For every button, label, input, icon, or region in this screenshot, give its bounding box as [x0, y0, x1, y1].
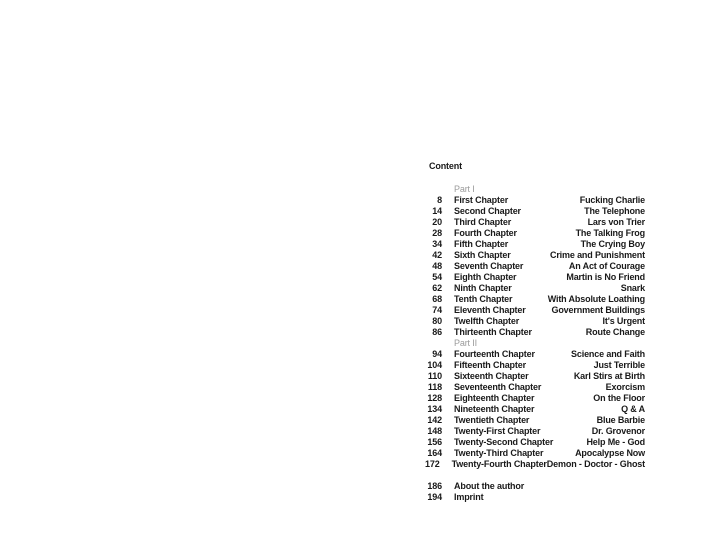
page-number: 164	[427, 448, 442, 458]
toc-row	[425, 393, 645, 404]
page-number: 110	[427, 371, 442, 381]
chapter-name: Part I	[454, 184, 475, 194]
chapter-title: Martin is No Friend	[566, 272, 645, 282]
chapter-title: Q & A	[621, 404, 645, 414]
toc-row	[425, 217, 645, 228]
toc-row	[425, 448, 645, 459]
toc-row	[425, 228, 645, 239]
page-number: 14	[432, 206, 442, 216]
chapter-name: Fifth Chapter	[454, 239, 509, 249]
toc-row	[425, 349, 645, 360]
toc-row	[425, 437, 645, 448]
chapter-name: Eighth Chapter	[454, 272, 517, 282]
chapter-title: Fucking Charlie	[579, 195, 645, 205]
chapter-title: Route Change	[585, 327, 645, 337]
page-number: 142	[427, 415, 442, 425]
chapter-name: First Chapter	[454, 195, 509, 205]
chapter-title: Help Me - God	[586, 437, 645, 447]
chapter-title	[524, 481, 645, 492]
chapter-title: Crime and Punishment	[549, 250, 645, 260]
page-number: 194	[427, 492, 442, 502]
chapter-title: Just Terrible	[593, 360, 645, 370]
chapter-title: The Telephone	[584, 206, 645, 216]
page-number: 42	[432, 250, 442, 260]
toc-row	[425, 239, 645, 250]
chapter-name: Seventh Chapter	[454, 261, 524, 271]
chapter-name: Twenty-Second Chapter	[454, 437, 554, 447]
chapter-title: Lars von Trier	[587, 217, 645, 227]
chapter-title: The Talking Frog	[575, 228, 645, 238]
page-number: 104	[427, 360, 442, 370]
toc-row	[425, 371, 645, 382]
chapter-name: Twentieth Chapter	[454, 415, 530, 425]
page-number: 8	[437, 195, 442, 205]
chapter-title: Government Buildings	[551, 305, 645, 315]
chapter-title: Snark	[620, 283, 645, 293]
toc-row	[425, 294, 645, 305]
page-number	[425, 184, 442, 195]
toc-row	[425, 195, 645, 206]
chapter-title: On the Floor	[593, 393, 645, 403]
page-title: Content	[429, 161, 462, 171]
section-label-row	[425, 338, 645, 349]
toc-row	[425, 360, 645, 371]
page-number: 28	[432, 228, 442, 238]
page-number: 48	[432, 261, 442, 271]
page-number: 94	[432, 349, 442, 359]
chapter-name: Third Chapter	[454, 217, 512, 227]
back-matter-row	[425, 492, 645, 503]
chapter-name: Twelfth Chapter	[454, 316, 520, 326]
chapter-title: With Absolute Loathing	[547, 294, 645, 304]
page-number: 148	[427, 426, 442, 436]
toc-row	[425, 305, 645, 316]
chapter-title: Science and Faith	[571, 349, 645, 359]
toc-row	[425, 261, 645, 272]
page-number: 74	[432, 305, 442, 315]
table-of-contents	[425, 184, 645, 503]
page-number: 68	[432, 294, 442, 304]
chapter-name: Imprint	[454, 492, 484, 502]
toc-row	[425, 382, 645, 393]
toc-row	[425, 426, 645, 437]
page-number: 54	[432, 272, 442, 282]
toc-row	[425, 206, 645, 217]
toc-row	[425, 327, 645, 338]
section-label-row	[425, 184, 645, 195]
page-number: 134	[427, 404, 442, 414]
page-number: 118	[427, 382, 442, 392]
chapter-title	[475, 184, 645, 195]
chapter-name: Eleventh Chapter	[454, 305, 526, 315]
page-number	[425, 338, 442, 349]
chapter-title: Exorcism	[605, 382, 645, 392]
chapter-name: Seventeenth Chapter	[454, 382, 542, 392]
chapter-title: Karl Stirs at Birth	[573, 371, 645, 381]
chapter-name: Eighteenth Chapter	[454, 393, 535, 403]
chapter-title	[477, 338, 645, 349]
chapter-title: Demon - Doctor - Ghost	[546, 459, 645, 469]
toc-row	[425, 404, 645, 415]
page-number: 172	[425, 459, 440, 469]
chapter-name: Tenth Chapter	[454, 294, 513, 304]
chapter-name: Fourteenth Chapter	[454, 349, 535, 359]
page-number: 62	[432, 283, 442, 293]
chapter-title	[483, 492, 645, 503]
chapter-name: Fourth Chapter	[454, 228, 517, 238]
chapter-name: Thirteenth Chapter	[454, 327, 532, 337]
toc-row	[425, 272, 645, 283]
toc-gap	[425, 470, 645, 481]
page-number: 34	[432, 239, 442, 249]
chapter-name: Sixth Chapter	[454, 250, 511, 260]
page-number: 86	[432, 327, 442, 337]
page-number: 156	[427, 437, 442, 447]
page-number: 186	[427, 481, 442, 491]
chapter-name: Nineteenth Chapter	[454, 404, 535, 414]
toc-row	[425, 283, 645, 294]
chapter-name: Second Chapter	[454, 206, 521, 216]
page-number: 128	[427, 393, 442, 403]
chapter-name: About the author	[454, 481, 525, 491]
page-number: 20	[432, 217, 442, 227]
chapter-name: Twenty-Third Chapter	[454, 448, 544, 458]
chapter-name: Part II	[454, 338, 477, 348]
chapter-title: It's Urgent	[602, 316, 645, 326]
toc-row	[425, 415, 645, 426]
chapter-name: Ninth Chapter	[454, 283, 512, 293]
chapter-name: Sixteenth Chapter	[454, 371, 529, 381]
page-number: 80	[432, 316, 442, 326]
chapter-title: The Crying Boy	[580, 239, 645, 249]
chapter-name: Fifteenth Chapter	[454, 360, 526, 370]
chapter-title: Apocalypse Now	[575, 448, 645, 458]
chapter-title: Dr. Grovenor	[591, 426, 645, 436]
chapter-title: An Act of Courage	[568, 261, 645, 271]
chapter-name: Twenty-Fourth Chapter	[451, 459, 547, 469]
chapter-name: Twenty-First Chapter	[454, 426, 541, 436]
toc-row	[425, 459, 645, 470]
chapter-title: Blue Barbie	[596, 415, 645, 425]
toc-row	[425, 250, 645, 261]
toc-row	[425, 316, 645, 327]
back-matter-row	[425, 481, 645, 492]
